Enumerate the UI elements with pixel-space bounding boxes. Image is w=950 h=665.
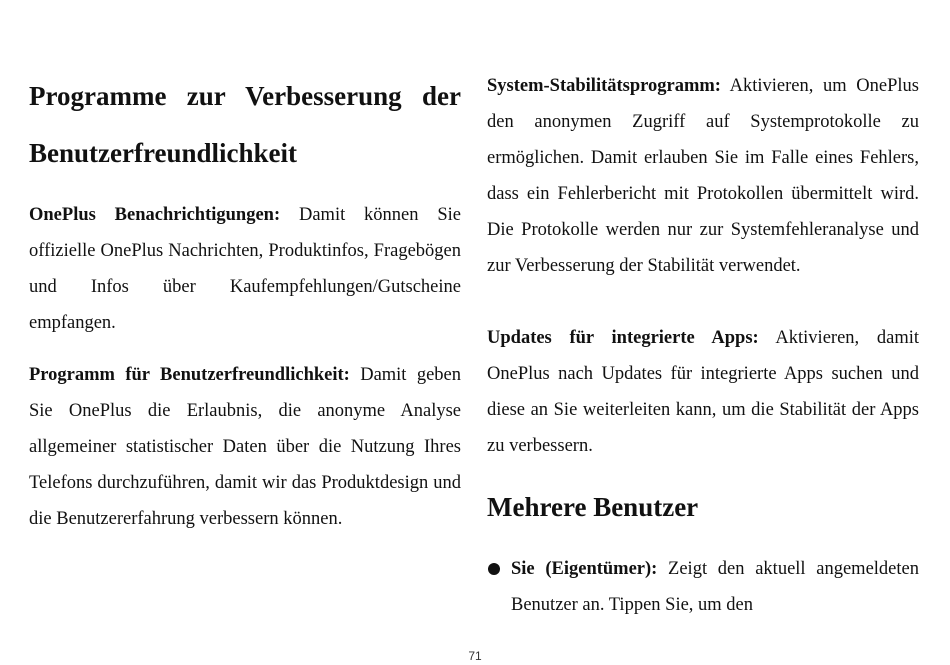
usability-program-text: Damit geben Sie OnePlus die Erlaubnis, die anonyme Analyse allgemeiner statistischer Daten über die Nutzung Ihres Telefons durchzuführen, damit wir das Produktdesign und die Benutzererfahrung verbessern können. bbox=[29, 365, 461, 529]
multi-user-title: Mehrere Benutzer bbox=[487, 492, 699, 522]
stability-program-paragraph bbox=[487, 68, 919, 284]
section-title-line2: Benutzerfreundlichkeit bbox=[29, 138, 297, 168]
bullet-dot-icon bbox=[488, 563, 500, 575]
owner-bullet-label: Sie (Eigentümer): bbox=[511, 559, 658, 579]
notifications-text: Damit können Sie offizielle OnePlus Nachrichten, Produktinfos, Fragebögen und Infos über Kaufempfehlungen/Gutscheine empfangen. bbox=[29, 205, 461, 333]
usability-program-paragraph bbox=[29, 357, 461, 537]
app-updates-paragraph bbox=[487, 320, 919, 464]
page-number: 71 bbox=[468, 649, 482, 663]
app-updates-label: Updates für integrierte Apps: bbox=[487, 328, 759, 348]
notifications-paragraph bbox=[29, 197, 461, 341]
section-title bbox=[29, 68, 461, 182]
section-title-line1: Programme zur Verbesserung der bbox=[29, 81, 461, 111]
owner-bullet-description: Zeigt den aktuell angemeldeten Benutzer an. Tippen Sie, um den bbox=[511, 559, 919, 615]
app-updates-text: Aktivieren, damit OnePlus nach Updates für integrierte Apps suchen und diese an Sie weiterleiten kann, um die Stabilität der Apps zu verbessern. bbox=[487, 328, 919, 456]
usability-program-label: Programm für Benutzerfreundlichkeit: bbox=[29, 365, 350, 385]
owner-bullet-text bbox=[511, 551, 919, 623]
stability-program-label: System-Stabilitätsprogramm: bbox=[487, 76, 721, 96]
stability-program-text: Aktivieren, um OnePlus den anonymen Zugriff auf Systemprotokolle zu ermöglichen. Damit erlauben Sie im Falle eines Fehlers, dass ein Fehlerbericht mit Protokollen übermittelt wird. Die Protokolle werden nur zur Systemfehleranalyse und zur Verbesserung der Stabilität verwendet. bbox=[487, 76, 919, 276]
notifications-label: OnePlus Benachrichtigungen: bbox=[29, 205, 281, 225]
